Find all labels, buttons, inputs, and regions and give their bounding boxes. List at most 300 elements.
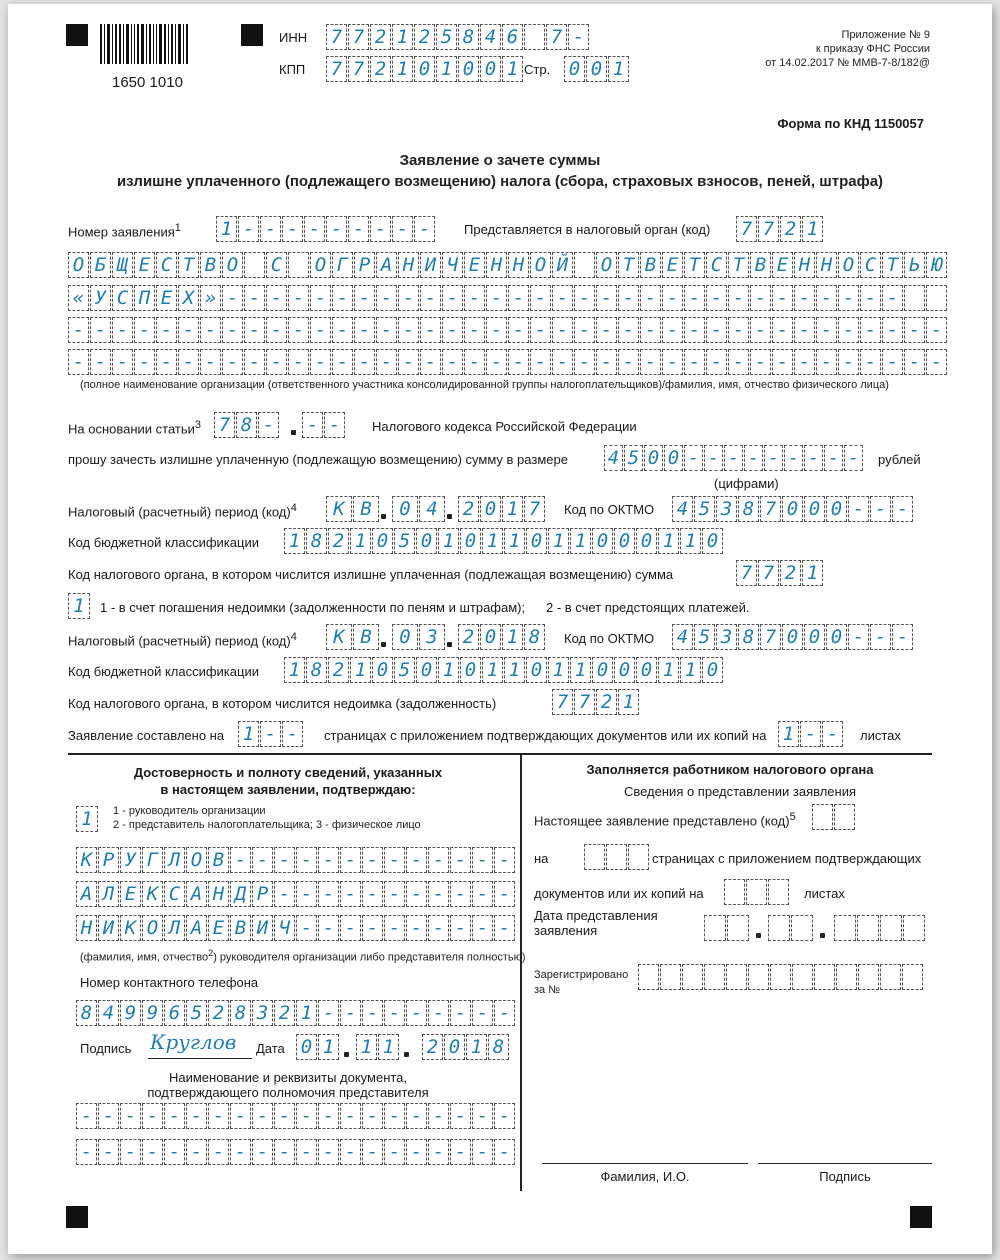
char-cell[interactable]: - — [354, 317, 375, 343]
char-cell[interactable]: 0 — [702, 528, 723, 554]
char-cell[interactable]: 1 — [548, 657, 569, 683]
char-cell[interactable]: 9 — [120, 1000, 141, 1026]
char-cell[interactable]: - — [252, 1103, 273, 1129]
char-cell[interactable]: - — [296, 847, 317, 873]
char-cell[interactable]: Г — [142, 847, 163, 873]
char-cell[interactable]: - — [662, 285, 683, 311]
char-cell[interactable]: 1 — [482, 657, 503, 683]
char-cell[interactable]: - — [450, 881, 471, 907]
char-cell[interactable]: - — [574, 285, 595, 311]
char-cell[interactable]: 2 — [208, 1000, 229, 1026]
char-cell[interactable]: - — [354, 349, 375, 375]
char-cell[interactable]: - — [508, 317, 529, 343]
char-cell[interactable] — [748, 964, 769, 990]
char-cell[interactable]: - — [282, 216, 303, 242]
char-cell[interactable]: - — [302, 412, 323, 438]
char-cell[interactable]: С — [156, 252, 177, 278]
char-cell[interactable]: - — [406, 915, 427, 941]
char-cell[interactable]: У — [120, 847, 141, 873]
char-cell[interactable]: - — [76, 1139, 97, 1165]
kbk-field[interactable] — [284, 528, 724, 554]
char-cell[interactable]: Б — [90, 252, 111, 278]
char-cell[interactable]: - — [376, 285, 397, 311]
char-cell[interactable]: 8 — [230, 1000, 251, 1026]
char-cell[interactable]: 0 — [826, 496, 847, 522]
char-cell[interactable]: Л — [164, 847, 185, 873]
char-cell[interactable]: - — [596, 285, 617, 311]
char-cell[interactable]: В — [230, 915, 251, 941]
char-cell[interactable]: - — [640, 317, 661, 343]
char-cell[interactable]: - — [120, 1139, 141, 1165]
char-cell[interactable]: - — [442, 317, 463, 343]
char-cell[interactable] — [768, 915, 790, 941]
char-cell[interactable]: 7 — [326, 24, 347, 50]
char-cell[interactable]: - — [464, 317, 485, 343]
char-cell[interactable]: 0 — [414, 56, 435, 82]
char-cell[interactable]: И — [420, 252, 441, 278]
char-cell[interactable]: - — [76, 1103, 97, 1129]
char-cell[interactable]: - — [472, 847, 493, 873]
char-cell[interactable]: » — [200, 285, 221, 311]
char-cell[interactable]: Ь — [904, 252, 925, 278]
char-cell[interactable]: 0 — [636, 528, 657, 554]
char-cell[interactable]: 0 — [804, 624, 825, 650]
char-cell[interactable]: - — [362, 847, 383, 873]
char-cell[interactable]: - — [772, 317, 793, 343]
char-cell[interactable] — [902, 964, 923, 990]
char-cell[interactable] — [858, 964, 879, 990]
char-cell[interactable]: - — [816, 349, 837, 375]
char-cell[interactable]: 5 — [394, 528, 415, 554]
char-cell[interactable]: - — [822, 721, 843, 747]
char-cell[interactable]: - — [618, 349, 639, 375]
char-cell[interactable]: 0 — [372, 528, 393, 554]
char-cell[interactable]: 8 — [236, 412, 257, 438]
char-cell[interactable]: 1 — [238, 721, 259, 747]
char-cell[interactable]: - — [384, 915, 405, 941]
char-cell[interactable]: - — [704, 445, 723, 471]
char-cell[interactable]: 0 — [592, 657, 613, 683]
char-cell[interactable]: - — [266, 349, 287, 375]
char-cell[interactable]: Г — [332, 252, 353, 278]
char-cell[interactable]: 5 — [694, 624, 715, 650]
char-cell[interactable] — [814, 964, 835, 990]
char-cell[interactable]: 2 — [596, 689, 617, 715]
char-cell[interactable]: - — [288, 285, 309, 311]
char-cell[interactable]: 7 — [348, 24, 369, 50]
char-cell[interactable]: 8 — [306, 657, 327, 683]
char-cell[interactable]: - — [310, 317, 331, 343]
char-cell[interactable]: 3 — [252, 1000, 273, 1026]
char-cell[interactable]: - — [618, 317, 639, 343]
char-cell[interactable]: - — [362, 1139, 383, 1165]
char-cell[interactable] — [768, 879, 789, 905]
char-cell[interactable]: - — [244, 285, 265, 311]
first-name-field[interactable] — [76, 881, 516, 907]
char-cell[interactable]: - — [120, 1103, 141, 1129]
char-cell[interactable]: Н — [486, 252, 507, 278]
char-cell[interactable]: В — [353, 624, 379, 650]
office-docs-field[interactable] — [724, 879, 790, 905]
char-cell[interactable]: 1 — [680, 528, 701, 554]
char-cell[interactable]: 0 — [460, 657, 481, 683]
char-cell[interactable]: 2 — [780, 560, 801, 586]
char-cell[interactable]: - — [370, 216, 391, 242]
char-cell[interactable]: - — [640, 349, 661, 375]
char-cell[interactable]: Ч — [442, 252, 463, 278]
char-cell[interactable]: - — [282, 721, 303, 747]
char-cell[interactable] — [834, 915, 856, 941]
char-cell[interactable]: - — [860, 285, 881, 311]
char-cell[interactable]: - — [230, 847, 251, 873]
char-cell[interactable]: В — [208, 847, 229, 873]
char-cell[interactable]: - — [260, 216, 281, 242]
char-cell[interactable]: - — [706, 285, 727, 311]
char-cell[interactable]: И — [98, 915, 119, 941]
char-cell[interactable]: 1 — [392, 56, 413, 82]
char-cell[interactable]: - — [252, 847, 273, 873]
char-cell[interactable]: 2 — [780, 216, 801, 242]
char-cell[interactable] — [727, 915, 749, 941]
char-cell[interactable]: 2 — [414, 24, 435, 50]
char-cell[interactable]: - — [178, 349, 199, 375]
surname-field[interactable] — [76, 847, 516, 873]
char-cell[interactable]: 0 — [526, 657, 547, 683]
char-cell[interactable]: - — [794, 285, 815, 311]
org-name-row[interactable] — [68, 252, 948, 278]
char-cell[interactable]: - — [134, 349, 155, 375]
char-cell[interactable]: 1 — [482, 528, 503, 554]
char-cell[interactable]: - — [800, 721, 821, 747]
char-cell[interactable]: 7 — [326, 56, 347, 82]
char-cell[interactable]: 0 — [416, 528, 437, 554]
char-cell[interactable]: - — [494, 847, 515, 873]
char-cell[interactable]: - — [574, 349, 595, 375]
char-cell[interactable]: - — [750, 317, 771, 343]
char-cell[interactable]: - — [200, 349, 221, 375]
char-cell[interactable] — [812, 804, 833, 830]
char-cell[interactable]: - — [472, 881, 493, 907]
char-cell[interactable]: Е — [134, 252, 155, 278]
char-cell[interactable] — [638, 964, 659, 990]
char-cell[interactable]: - — [318, 1000, 339, 1026]
char-cell[interactable]: - — [684, 349, 705, 375]
char-cell[interactable]: - — [134, 317, 155, 343]
char-cell[interactable]: - — [552, 317, 573, 343]
char-cell[interactable]: 2 — [328, 657, 349, 683]
char-cell[interactable]: - — [266, 285, 287, 311]
attachments-field[interactable] — [778, 721, 844, 747]
char-cell[interactable]: У — [90, 285, 111, 311]
char-cell[interactable]: 0 — [296, 1034, 317, 1060]
char-cell[interactable]: 1 — [392, 24, 413, 50]
char-cell[interactable]: - — [816, 317, 837, 343]
char-cell[interactable]: 1 — [802, 560, 823, 586]
office-pages-field[interactable] — [584, 844, 650, 870]
char-cell[interactable]: - — [420, 349, 441, 375]
char-cell[interactable]: 0 — [480, 624, 501, 650]
char-cell[interactable]: - — [142, 1139, 163, 1165]
period-number-field[interactable] — [392, 496, 446, 522]
char-cell[interactable]: - — [340, 1103, 361, 1129]
char-cell[interactable] — [880, 964, 901, 990]
char-cell[interactable]: 7 — [760, 624, 781, 650]
char-cell[interactable] — [704, 915, 726, 941]
doc-row[interactable] — [76, 1103, 516, 1129]
char-cell[interactable]: - — [904, 349, 925, 375]
char-cell[interactable] — [574, 252, 595, 278]
char-cell[interactable]: Л — [98, 881, 119, 907]
char-cell[interactable]: 6 — [502, 24, 523, 50]
char-cell[interactable]: - — [384, 1139, 405, 1165]
char-cell[interactable]: 0 — [664, 445, 683, 471]
date-year-field[interactable] — [422, 1034, 510, 1060]
char-cell[interactable] — [926, 285, 947, 311]
char-cell[interactable]: - — [222, 349, 243, 375]
char-cell[interactable]: 0 — [460, 528, 481, 554]
char-cell[interactable]: - — [530, 317, 551, 343]
char-cell[interactable]: - — [318, 915, 339, 941]
char-cell[interactable]: Н — [76, 915, 97, 941]
char-cell[interactable]: - — [398, 349, 419, 375]
char-cell[interactable]: - — [530, 349, 551, 375]
char-cell[interactable]: - — [428, 915, 449, 941]
char-cell[interactable]: Е — [156, 285, 177, 311]
char-cell[interactable]: - — [450, 915, 471, 941]
char-cell[interactable]: Н — [398, 252, 419, 278]
char-cell[interactable]: - — [706, 317, 727, 343]
org-name-row[interactable] — [68, 349, 948, 375]
char-cell[interactable] — [904, 285, 925, 311]
char-cell[interactable]: 1 — [216, 216, 237, 242]
char-cell[interactable]: 7 — [214, 412, 235, 438]
char-cell[interactable]: 0 — [458, 56, 479, 82]
char-cell[interactable]: - — [376, 349, 397, 375]
signer-code-field[interactable] — [76, 806, 99, 832]
char-cell[interactable]: - — [568, 24, 589, 50]
char-cell[interactable]: - — [362, 1103, 383, 1129]
target-period-year-field[interactable] — [458, 624, 546, 650]
char-cell[interactable]: 2 — [370, 56, 391, 82]
char-cell[interactable]: - — [398, 285, 419, 311]
char-cell[interactable] — [288, 252, 309, 278]
page-number-field[interactable] — [564, 56, 630, 82]
char-cell[interactable]: В — [750, 252, 771, 278]
char-cell[interactable]: - — [68, 317, 89, 343]
char-cell[interactable]: - — [208, 1139, 229, 1165]
char-cell[interactable]: - — [784, 445, 803, 471]
char-cell[interactable]: Е — [120, 881, 141, 907]
char-cell[interactable]: 3 — [419, 624, 445, 650]
char-cell[interactable]: С — [266, 252, 287, 278]
char-cell[interactable]: - — [750, 285, 771, 311]
char-cell[interactable]: 8 — [738, 496, 759, 522]
char-cell[interactable]: - — [552, 349, 573, 375]
char-cell[interactable]: - — [244, 317, 265, 343]
char-cell[interactable] — [704, 964, 725, 990]
char-cell[interactable]: 1 — [658, 528, 679, 554]
char-cell[interactable]: Н — [816, 252, 837, 278]
char-cell[interactable]: 0 — [614, 528, 635, 554]
char-cell[interactable]: - — [318, 1103, 339, 1129]
char-cell[interactable]: О — [222, 252, 243, 278]
char-cell[interactable]: - — [274, 1139, 295, 1165]
char-cell[interactable] — [726, 964, 747, 990]
char-cell[interactable]: О — [596, 252, 617, 278]
char-cell[interactable]: - — [186, 1103, 207, 1129]
char-cell[interactable]: - — [926, 317, 947, 343]
char-cell[interactable]: 0 — [526, 528, 547, 554]
char-cell[interactable]: - — [428, 1000, 449, 1026]
char-cell[interactable]: - — [472, 1000, 493, 1026]
char-cell[interactable]: 8 — [524, 624, 545, 650]
char-cell[interactable]: Ю — [926, 252, 947, 278]
target-period-type-field[interactable] — [326, 624, 380, 650]
char-cell[interactable]: - — [310, 349, 331, 375]
char-cell[interactable]: С — [706, 252, 727, 278]
char-cell[interactable]: - — [494, 881, 515, 907]
char-cell[interactable]: - — [274, 881, 295, 907]
char-cell[interactable] — [792, 964, 813, 990]
char-cell[interactable] — [836, 964, 857, 990]
char-cell[interactable]: 8 — [488, 1034, 509, 1060]
char-cell[interactable]: 2 — [422, 1034, 443, 1060]
char-cell[interactable]: - — [68, 349, 89, 375]
char-cell[interactable]: - — [296, 1103, 317, 1129]
char-cell[interactable]: - — [892, 496, 913, 522]
char-cell[interactable]: 0 — [480, 496, 501, 522]
char-cell[interactable]: К — [142, 881, 163, 907]
char-cell[interactable]: - — [406, 1103, 427, 1129]
char-cell[interactable]: - — [882, 285, 903, 311]
char-cell[interactable]: - — [296, 1139, 317, 1165]
char-cell[interactable]: 1 — [378, 1034, 399, 1060]
char-cell[interactable]: 2 — [274, 1000, 295, 1026]
char-cell[interactable]: - — [464, 349, 485, 375]
char-cell[interactable]: - — [662, 317, 683, 343]
char-cell[interactable]: 0 — [416, 657, 437, 683]
char-cell[interactable]: - — [750, 349, 771, 375]
char-cell[interactable]: 1 — [502, 56, 523, 82]
char-cell[interactable]: 0 — [592, 528, 613, 554]
char-cell[interactable]: - — [156, 349, 177, 375]
char-cell[interactable]: 1 — [548, 528, 569, 554]
char-cell[interactable]: 0 — [804, 496, 825, 522]
char-cell[interactable]: - — [362, 1000, 383, 1026]
char-cell[interactable]: - — [640, 285, 661, 311]
oktmo-field[interactable] — [672, 496, 914, 522]
char-cell[interactable]: 0 — [444, 1034, 465, 1060]
char-cell[interactable]: - — [376, 317, 397, 343]
char-cell[interactable]: - — [230, 1139, 251, 1165]
char-cell[interactable]: К — [76, 847, 97, 873]
char-cell[interactable]: - — [450, 1139, 471, 1165]
char-cell[interactable]: 7 — [348, 56, 369, 82]
char-cell[interactable]: 8 — [458, 24, 479, 50]
char-cell[interactable]: - — [324, 412, 345, 438]
char-cell[interactable]: 5 — [694, 496, 715, 522]
char-cell[interactable]: - — [596, 349, 617, 375]
char-cell[interactable]: - — [90, 317, 111, 343]
char-cell[interactable]: 3 — [716, 624, 737, 650]
char-cell[interactable]: - — [266, 317, 287, 343]
char-cell[interactable]: - — [310, 285, 331, 311]
char-cell[interactable]: В — [640, 252, 661, 278]
char-cell[interactable]: - — [662, 349, 683, 375]
char-cell[interactable]: - — [340, 881, 361, 907]
char-cell[interactable]: Н — [208, 881, 229, 907]
char-cell[interactable]: 0 — [564, 56, 585, 82]
org-name-row[interactable] — [68, 317, 948, 343]
char-cell[interactable]: - — [332, 285, 353, 311]
char-cell[interactable] — [682, 964, 703, 990]
char-cell[interactable]: - — [406, 1139, 427, 1165]
doc-row[interactable] — [76, 1139, 516, 1165]
char-cell[interactable]: 0 — [782, 624, 803, 650]
authority-code-field[interactable] — [736, 216, 824, 242]
period-year-field[interactable] — [458, 496, 546, 522]
char-cell[interactable]: 7 — [736, 216, 757, 242]
char-cell[interactable]: - — [870, 496, 891, 522]
char-cell[interactable]: - — [494, 1103, 515, 1129]
char-cell[interactable]: - — [406, 881, 427, 907]
char-cell[interactable]: 8 — [76, 1000, 97, 1026]
inn-field[interactable] — [326, 24, 590, 50]
char-cell[interactable]: 1 — [658, 657, 679, 683]
char-cell[interactable]: - — [384, 1000, 405, 1026]
char-cell[interactable]: « — [68, 285, 89, 311]
char-cell[interactable]: С — [164, 881, 185, 907]
char-cell[interactable]: - — [824, 445, 843, 471]
char-cell[interactable]: Р — [252, 881, 273, 907]
char-cell[interactable] — [606, 844, 627, 870]
char-cell[interactable]: 1 — [778, 721, 799, 747]
char-cell[interactable] — [628, 844, 649, 870]
char-cell[interactable] — [791, 915, 813, 941]
char-cell[interactable]: - — [222, 285, 243, 311]
char-cell[interactable]: - — [574, 317, 595, 343]
char-cell[interactable]: - — [260, 721, 281, 747]
char-cell[interactable]: 0 — [586, 56, 607, 82]
char-cell[interactable] — [770, 964, 791, 990]
char-cell[interactable]: 1 — [438, 657, 459, 683]
char-cell[interactable]: 0 — [614, 657, 635, 683]
char-cell[interactable]: 1 — [570, 528, 591, 554]
char-cell[interactable]: Т — [618, 252, 639, 278]
char-cell[interactable]: 0 — [644, 445, 663, 471]
char-cell[interactable]: - — [486, 285, 507, 311]
char-cell[interactable]: - — [472, 915, 493, 941]
char-cell[interactable]: - — [552, 285, 573, 311]
char-cell[interactable]: О — [310, 252, 331, 278]
char-cell[interactable]: - — [406, 847, 427, 873]
char-cell[interactable]: - — [926, 349, 947, 375]
char-cell[interactable]: О — [186, 847, 207, 873]
char-cell[interactable]: - — [838, 285, 859, 311]
char-cell[interactable]: 1 — [318, 1034, 339, 1060]
char-cell[interactable] — [880, 915, 902, 941]
char-cell[interactable]: С — [860, 252, 881, 278]
char-cell[interactable]: 2 — [370, 24, 391, 50]
application-number-field[interactable] — [216, 216, 436, 242]
char-cell[interactable]: 0 — [826, 624, 847, 650]
char-cell[interactable]: - — [684, 285, 705, 311]
char-cell[interactable]: - — [304, 216, 325, 242]
char-cell[interactable]: - — [724, 445, 743, 471]
char-cell[interactable]: Е — [662, 252, 683, 278]
char-cell[interactable]: 1 — [502, 496, 523, 522]
char-cell[interactable]: - — [98, 1103, 119, 1129]
